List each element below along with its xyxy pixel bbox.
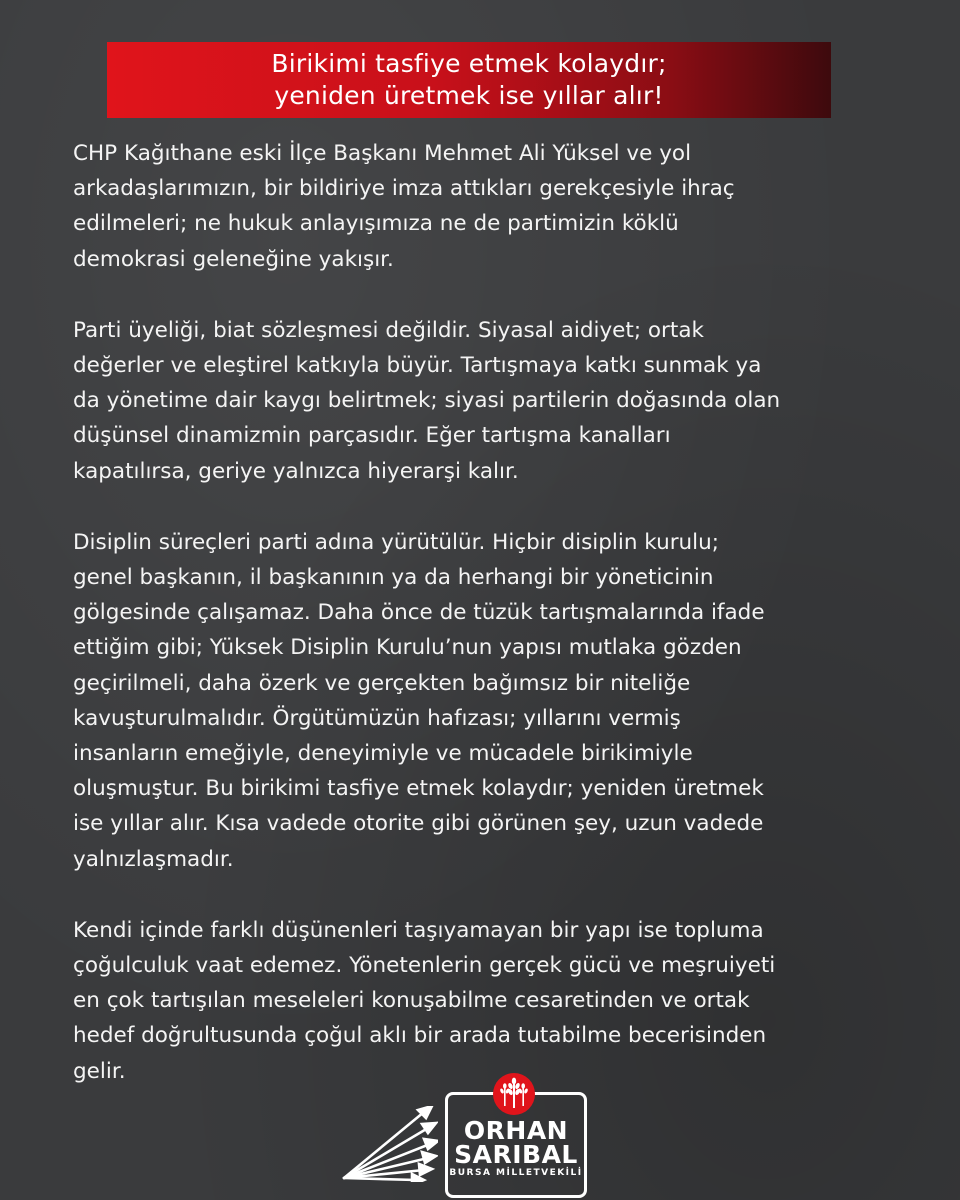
text-line: demokrasi geleneğine yakışır. [73, 246, 394, 272]
text-line: hedef doğrultusunda çoğul aklı bir arada tutabilme becerisinden [73, 1023, 767, 1049]
text-line: Parti üyeliği, biat sözleşmesi değildir. Siyasal aidiyet; ortak [73, 317, 704, 343]
paragraph-2 [73, 313, 903, 489]
statement-body [73, 136, 903, 1125]
text-line: genel başkanın, il başkanının ya da herhangi bir yöneticinin [73, 565, 714, 591]
text-line: değerler ve eleştirel katkıyla büyür. Tartışmaya katkı sunmak ya [73, 353, 762, 379]
title-banner [107, 42, 831, 118]
badge-subtitle: BURSA MİLLETVEKİLİ [449, 1168, 583, 1178]
title-line-1: Birikimi tasfiye etmek kolaydır; [271, 49, 667, 78]
text-line: arkadaşlarımızın, bir bildiriye imza attıkları gerekçesiyle ihraç [73, 176, 735, 202]
text-line: çoğulculuk vaat edemez. Yönetenlerin gerçek gücü ve meşruiyeti [73, 953, 776, 979]
text-line: düşünsel dinamizmin parçasıdır. Eğer tartışma kanalları [73, 423, 671, 449]
badge-name-last: SARIBAL [454, 1140, 578, 1169]
text-line: ettiğim gibi; Yüksek Disiplin Kurulu’nun yapısı mutlaka gözden [73, 635, 742, 661]
paragraph-1 [73, 136, 903, 277]
text-line: edilmeleri; ne hukuk anlayışımıza ne de partimizin köklü [73, 211, 679, 237]
text-line: gelir. [73, 1058, 126, 1084]
text-line: gölgesinde çalışamaz. Daha önce de tüzük tartışmalarında ifade [73, 600, 765, 626]
text-line: CHP Kağıthane eski İlçe Başkanı Mehmet Ali Yüksel ve yol [73, 141, 692, 166]
paragraph-4 [73, 913, 903, 1089]
text-line: geçirilmeli, daha özerk ve gerçekten bağımsız bir niteliğe [73, 670, 691, 696]
text-line: Kendi içinde farklı düşünenleri taşıyamayan bir yapı ise topluma [73, 917, 764, 943]
text-line: kapatılırsa, geriye yalnızca hiyerarşi kalır. [73, 458, 519, 484]
chp-six-arrows-icon [340, 1106, 438, 1182]
paragraph-3 [73, 525, 903, 877]
text-line: oluşmuştur. Bu birikimi tasfiye etmek kolaydır; yeniden üretmek [73, 776, 764, 802]
text-line: kavuşturulmalıdır. Örgütümüzün hafızası; yıllarını vermiş [73, 705, 681, 731]
text-line: en çok tartışılan meseleleri konuşabilme cesaretinden ve ortak [73, 988, 750, 1014]
text-line: da yönetime dair kaygı belirtmek; siyasi partilerin doğasında olan [73, 388, 781, 414]
text-line: ise yıllar alır. Kısa vadede otorite gibi görünen şey, uzun vadede [73, 811, 764, 837]
text-line: Disiplin süreçleri parti adına yürütülür. Hiçbir disiplin kurulu; [73, 529, 720, 555]
badge-name-first: ORHAN [463, 1116, 569, 1145]
footer-logos [330, 1068, 630, 1188]
wheat-emblem-icon [492, 1072, 536, 1116]
title-line-2: yeniden üretmek ise yıllar alır! [274, 81, 664, 110]
text-line: insanların emeğiyle, deneyimiyle ve mücadele birikimiyle [73, 741, 693, 767]
text-line: yalnızlaşmadır. [73, 846, 234, 872]
